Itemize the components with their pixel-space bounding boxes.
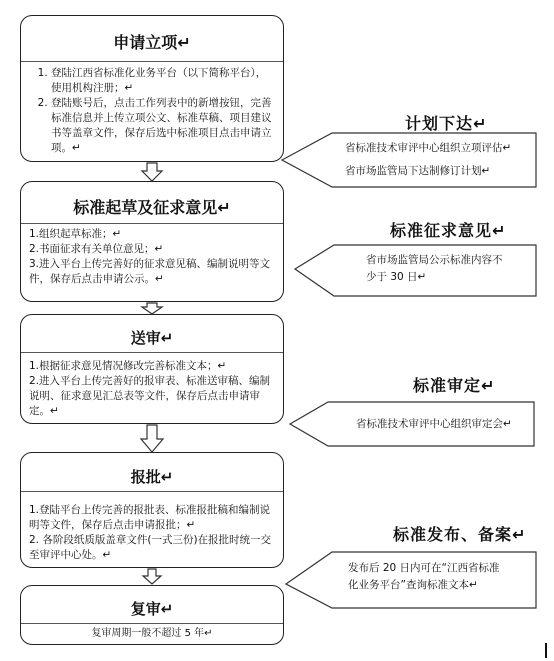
step-body [29, 66, 275, 156]
callout-line: 省标准技术审评中心组织审定会↵ [356, 418, 512, 430]
step-item: 3.进入平台上传完善好的征求意见稿、编制说明等文件，保存后点击申请公示。↵ [29, 258, 271, 285]
callout-title-review: 标准审定↵ [413, 376, 496, 395]
callout-line: 省市场监管局公示标准内容不 [366, 254, 503, 266]
step-title: 申请立项↵ [113, 33, 191, 52]
callout-line: 发布后 20 日内可在“江西省标准 [348, 562, 500, 574]
step-item: 复审周期一般不超过 5 年↵ [91, 628, 213, 639]
callout-line: 省标准技术审评中心组织立项评估↵ [345, 142, 512, 154]
step-box-approval [20, 452, 284, 568]
text-cursor [545, 643, 547, 658]
callout-text-plan [345, 140, 535, 180]
step-title: 送审↵ [130, 329, 174, 347]
step-body [29, 227, 275, 287]
step-box-review [20, 314, 284, 424]
callout-line: 少于 30 日↵ [366, 271, 427, 283]
down-arrow-4 [143, 569, 161, 584]
step-item: 1.组织起草标准；↵ [29, 228, 122, 240]
step-body [29, 503, 275, 563]
step-item: 2.进入平台上传完善好的报审表、标准送审稿、编制说明、征求意见汇总表等文件，保存后点击申请审定。↵ [29, 375, 271, 417]
step-item: 2. 登陆账号后，点击工作列表中的新增按钮，完善标准信息并上传立项公文、标准草稿、项目建议书等盖章文件，保存后选中标准项目点击申请立项。↵ [51, 96, 275, 156]
callout-text-comment [366, 252, 534, 286]
step-title: 报批↵ [130, 468, 174, 486]
step-divider [21, 352, 283, 353]
step-item: 1.登陆平台上传完善的报批表、标准报批稿和编制说明等文件，保存后点击申请报批；↵ [29, 504, 271, 531]
step-box-drafting [20, 181, 284, 302]
step-item: 1. 登陆江西省标准化业务平台（以下简称平台），使用机构注册；↵ [51, 66, 275, 96]
callout-title-publish: 标准发布、备案↵ [393, 525, 527, 544]
step-title: 复审↵ [130, 600, 174, 618]
step-divider [21, 623, 283, 624]
step-item: 1.根据征求意见情况修改完善标准文本；↵ [29, 360, 227, 372]
step-box-reexamine [20, 585, 284, 645]
callout-line: 省市场监管局下达制修订计划↵ [345, 165, 491, 177]
step-body [29, 359, 275, 419]
step-body [29, 626, 275, 641]
callout-title-plan: 计划下达↵ [405, 114, 488, 133]
step-item: 2.书面征求有关单位意见；↵ [29, 243, 164, 255]
step-title: 标准起草及征求意见↵ [73, 198, 231, 217]
callout-line: 化业务平台”查询标准文本↵ [348, 579, 478, 591]
callout-text-review [356, 416, 534, 433]
step-divider [21, 223, 283, 224]
step-divider [21, 61, 283, 62]
down-arrow-3 [141, 425, 163, 452]
down-arrow-2 [142, 303, 162, 314]
step-divider [21, 491, 283, 492]
down-arrow-1 [142, 163, 162, 181]
callout-text-publish [348, 560, 536, 594]
step-item: 2. 各阶段纸质版盖章文件(一式三份)在报批时统一交至审评中心处。↵ [29, 534, 272, 561]
callout-title-comment: 标准征求意见↵ [390, 221, 507, 240]
step-box-apply [20, 15, 284, 162]
